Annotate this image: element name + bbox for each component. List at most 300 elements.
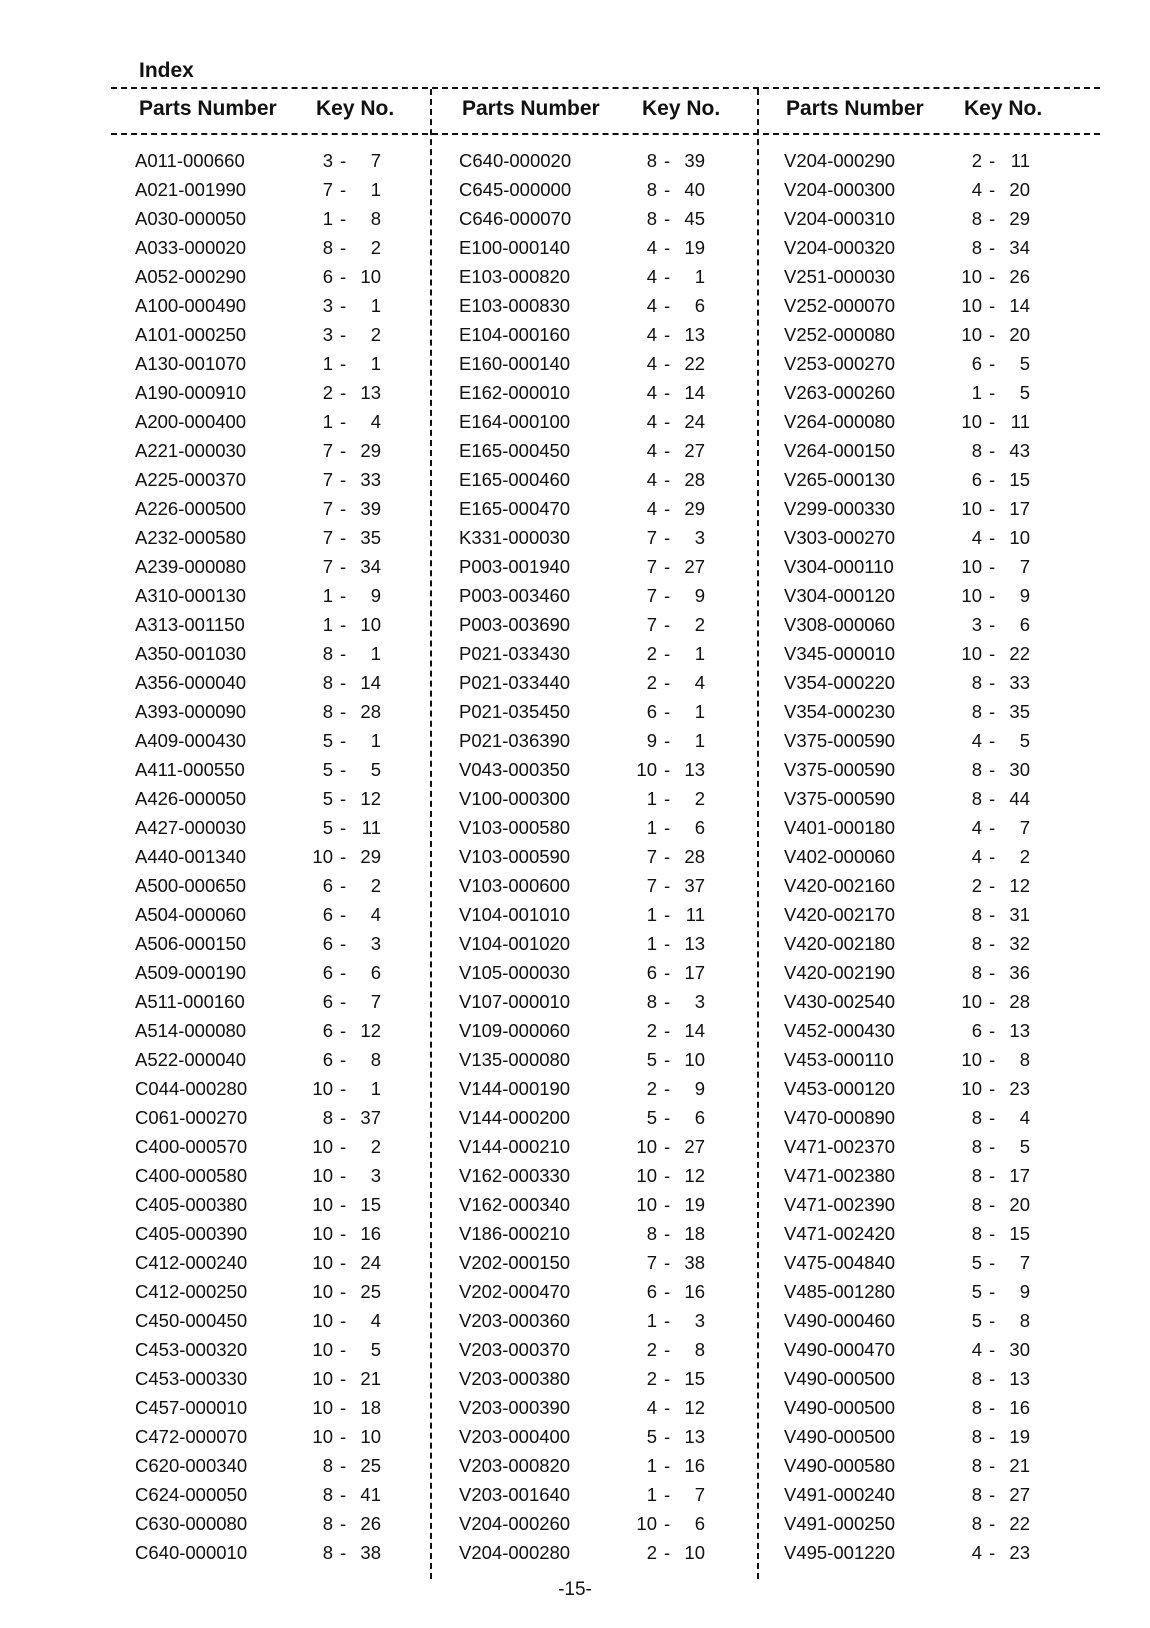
list-item	[459, 378, 759, 407]
key-separator: -	[340, 353, 347, 374]
page-number: -15-	[558, 1579, 592, 1600]
parts-number: C645-000000	[459, 179, 572, 200]
parts-number: C061-000270	[135, 1107, 248, 1128]
list-item	[459, 1219, 759, 1248]
key-item: 39	[360, 498, 381, 519]
key-separator: -	[989, 991, 996, 1012]
key-item: 12	[1009, 875, 1030, 896]
key-separator: -	[340, 991, 347, 1012]
key-separator: -	[340, 237, 347, 258]
key-no	[627, 842, 705, 871]
key-figure: 10	[636, 759, 657, 780]
key-no	[627, 1045, 705, 1074]
key-separator: -	[989, 1368, 996, 1389]
parts-number: P021-035450	[459, 701, 571, 722]
parts-number: E104-000160	[459, 324, 571, 345]
key-no	[627, 987, 705, 1016]
key-item: 12	[684, 1165, 705, 1186]
key-separator: -	[664, 1310, 671, 1331]
parts-number: C400-000570	[135, 1136, 248, 1157]
parts-number: V490-000500	[784, 1368, 896, 1389]
key-no	[952, 1190, 1030, 1219]
list-item	[459, 1248, 759, 1277]
key-separator: -	[989, 1049, 996, 1070]
key-separator: -	[664, 846, 671, 867]
list-item	[459, 1277, 759, 1306]
key-no	[627, 784, 705, 813]
key-no	[627, 552, 705, 581]
key-item: 25	[360, 1455, 381, 1476]
key-separator: -	[989, 1484, 996, 1505]
parts-number: V043-000350	[459, 759, 571, 780]
list-item	[135, 175, 435, 204]
key-no	[303, 1074, 381, 1103]
key-no	[627, 407, 705, 436]
key-item: 19	[684, 237, 705, 258]
parts-number: C630-000080	[135, 1513, 248, 1534]
key-separator: -	[340, 266, 347, 287]
parts-number: C640-000010	[135, 1542, 248, 1563]
key-figure: 6	[322, 933, 333, 954]
parts-number: V430-002540	[784, 991, 896, 1012]
key-figure: 7	[322, 498, 333, 519]
key-no	[303, 233, 381, 262]
key-no	[303, 1393, 381, 1422]
key-no	[303, 523, 381, 552]
list-item	[459, 668, 759, 697]
key-item: 37	[684, 875, 705, 896]
key-item: 1	[694, 730, 705, 751]
key-no	[303, 581, 381, 610]
key-no	[952, 784, 1030, 813]
parts-number: C624-000050	[135, 1484, 248, 1505]
key-separator: -	[664, 1397, 671, 1418]
key-item: 44	[1009, 788, 1030, 809]
key-separator: -	[989, 933, 996, 954]
key-separator: -	[664, 179, 671, 200]
key-separator: -	[340, 1078, 347, 1099]
parts-number: V204-000280	[459, 1542, 571, 1563]
key-no	[627, 1393, 705, 1422]
key-no	[952, 1364, 1030, 1393]
list-item	[459, 1422, 759, 1451]
list-item	[784, 1074, 1084, 1103]
key-separator: -	[340, 585, 347, 606]
key-item: 9	[1019, 585, 1030, 606]
parts-number: A440-001340	[135, 846, 247, 867]
key-figure: 6	[646, 1281, 657, 1302]
list-item	[784, 697, 1084, 726]
key-figure: 4	[971, 846, 982, 867]
key-figure: 10	[636, 1194, 657, 1215]
key-item: 18	[360, 1397, 381, 1418]
list-item	[459, 1451, 759, 1480]
key-separator: -	[340, 1281, 347, 1302]
key-figure: 6	[971, 1020, 982, 1041]
key-figure: 10	[312, 1281, 333, 1302]
parts-number: E103-000830	[459, 295, 571, 316]
parts-number: V490-000580	[784, 1455, 896, 1476]
key-no	[952, 697, 1030, 726]
key-item: 22	[1009, 1513, 1030, 1534]
parts-number: A011-000660	[135, 150, 245, 171]
parts-number: A310-000130	[135, 585, 247, 606]
key-item: 3	[694, 527, 705, 548]
key-item: 9	[694, 585, 705, 606]
key-separator: -	[989, 962, 996, 983]
key-separator: -	[664, 933, 671, 954]
parts-number: E164-000100	[459, 411, 571, 432]
key-no	[952, 1538, 1030, 1567]
key-figure: 4	[646, 498, 657, 519]
key-figure: 4	[646, 237, 657, 258]
key-no	[952, 581, 1030, 610]
key-item: 28	[684, 846, 705, 867]
parts-number: V109-000060	[459, 1020, 571, 1041]
key-separator: -	[989, 614, 996, 635]
key-separator: -	[989, 1223, 996, 1244]
key-item: 6	[694, 1107, 705, 1128]
key-figure: 8	[646, 208, 657, 229]
key-no	[303, 697, 381, 726]
key-figure: 8	[646, 991, 657, 1012]
key-figure: 2	[646, 1368, 657, 1389]
key-item: 5	[1019, 1136, 1030, 1157]
list-item	[459, 465, 759, 494]
parts-number: V202-000470	[459, 1281, 571, 1302]
parts-number: E103-000820	[459, 266, 571, 287]
key-no	[952, 813, 1030, 842]
key-item: 5	[1019, 382, 1030, 403]
key-separator: -	[664, 1078, 671, 1099]
parts-number: V203-000360	[459, 1310, 571, 1331]
key-item: 16	[360, 1223, 381, 1244]
list-item	[784, 1393, 1084, 1422]
key-figure: 10	[312, 1339, 333, 1360]
key-item: 9	[370, 585, 381, 606]
key-no	[303, 378, 381, 407]
key-item: 2	[694, 614, 705, 635]
key-figure: 8	[971, 904, 982, 925]
list-item	[459, 639, 759, 668]
key-item: 25	[360, 1281, 381, 1302]
key-no-header: Key No.	[964, 97, 1043, 120]
key-figure: 4	[646, 353, 657, 374]
key-separator: -	[664, 1542, 671, 1563]
key-separator: -	[989, 1252, 996, 1273]
list-item	[784, 465, 1084, 494]
key-separator: -	[989, 672, 996, 693]
key-separator: -	[664, 1484, 671, 1505]
key-item: 3	[694, 1310, 705, 1331]
key-separator: -	[664, 295, 671, 316]
parts-number: A030-000050	[135, 208, 247, 229]
list-item	[459, 929, 759, 958]
key-no	[627, 262, 705, 291]
key-item: 10	[1009, 527, 1030, 548]
key-separator: -	[340, 1513, 347, 1534]
key-separator: -	[340, 1223, 347, 1244]
list-item	[784, 755, 1084, 784]
list-item	[135, 1538, 435, 1567]
key-item: 16	[684, 1455, 705, 1476]
key-no	[627, 1335, 705, 1364]
key-separator: -	[340, 875, 347, 896]
key-item: 29	[1009, 208, 1030, 229]
key-figure: 5	[322, 788, 333, 809]
parts-number: V375-000590	[784, 730, 896, 751]
key-figure: 6	[322, 991, 333, 1012]
key-no	[952, 1335, 1030, 1364]
parts-number: V202-000150	[459, 1252, 571, 1273]
parts-number: V203-000380	[459, 1368, 571, 1389]
key-separator: -	[664, 991, 671, 1012]
list-item	[135, 755, 435, 784]
key-figure: 8	[322, 643, 333, 664]
key-separator: -	[664, 237, 671, 258]
key-item: 11	[1010, 411, 1030, 432]
key-figure: 1	[646, 904, 657, 925]
key-separator: -	[664, 585, 671, 606]
list-item	[135, 1016, 435, 1045]
parts-number: V264-000080	[784, 411, 896, 432]
key-item: 6	[694, 817, 705, 838]
key-figure: 10	[961, 266, 982, 287]
key-figure: 1	[322, 614, 333, 635]
key-item: 33	[360, 469, 381, 490]
parts-number: V402-000060	[784, 846, 896, 867]
key-separator: -	[989, 904, 996, 925]
key-figure: 7	[322, 527, 333, 548]
parts-number: V263-000260	[784, 382, 896, 403]
list-item	[459, 523, 759, 552]
list-item	[459, 320, 759, 349]
key-no	[303, 639, 381, 668]
key-item: 27	[684, 556, 705, 577]
parts-number: A239-000080	[135, 556, 247, 577]
key-item: 26	[360, 1513, 381, 1534]
list-item	[459, 958, 759, 987]
key-separator: -	[340, 556, 347, 577]
parts-number: P021-036390	[459, 730, 571, 751]
list-item	[135, 1161, 435, 1190]
key-figure: 2	[646, 1339, 657, 1360]
key-no	[952, 1103, 1030, 1132]
list-item	[784, 320, 1084, 349]
list-item	[784, 1480, 1084, 1509]
key-item: 1	[370, 353, 381, 374]
key-separator: -	[340, 1107, 347, 1128]
key-separator: -	[664, 1426, 671, 1447]
key-item: 24	[360, 1252, 381, 1273]
key-figure: 4	[646, 411, 657, 432]
list-item	[135, 813, 435, 842]
key-separator: -	[340, 962, 347, 983]
key-figure: 6	[646, 962, 657, 983]
parts-number: A130-001070	[135, 353, 247, 374]
index-column-1	[135, 146, 435, 1567]
parts-number: A514-000080	[135, 1020, 247, 1041]
key-figure: 5	[971, 1310, 982, 1331]
parts-number: P021-033440	[459, 672, 571, 693]
key-separator: -	[989, 1339, 996, 1360]
key-item: 4	[370, 1310, 381, 1331]
list-item	[784, 233, 1084, 262]
key-figure: 8	[322, 1455, 333, 1476]
parts-number: A101-000250	[135, 324, 247, 345]
key-separator: -	[664, 1223, 671, 1244]
key-no	[627, 1016, 705, 1045]
key-separator: -	[664, 498, 671, 519]
list-item	[459, 1016, 759, 1045]
list-item	[135, 233, 435, 262]
key-figure: 1	[646, 933, 657, 954]
key-separator: -	[340, 643, 347, 664]
key-no	[303, 1538, 381, 1567]
key-item: 6	[1019, 614, 1030, 635]
key-figure: 10	[961, 585, 982, 606]
key-no	[952, 639, 1030, 668]
key-item: 10	[684, 1542, 705, 1563]
list-item	[459, 146, 759, 175]
key-separator: -	[664, 1107, 671, 1128]
key-item: 30	[1009, 759, 1030, 780]
key-figure: 8	[322, 1513, 333, 1534]
list-item	[459, 407, 759, 436]
key-item: 13	[684, 324, 705, 345]
key-separator: -	[989, 150, 996, 171]
list-item	[459, 726, 759, 755]
header-top-rule	[111, 87, 1100, 89]
key-no	[303, 1509, 381, 1538]
list-item	[784, 1509, 1084, 1538]
key-figure: 2	[646, 672, 657, 693]
key-separator: -	[664, 440, 671, 461]
key-no	[627, 204, 705, 233]
key-separator: -	[340, 1484, 347, 1505]
key-separator: -	[989, 875, 996, 896]
key-figure: 10	[636, 1136, 657, 1157]
key-no-header: Key No.	[316, 97, 395, 120]
list-item	[135, 1190, 435, 1219]
list-item	[135, 1248, 435, 1277]
parts-number: V264-000150	[784, 440, 896, 461]
parts-number: E162-000010	[459, 382, 571, 403]
parts-number: V103-000600	[459, 875, 571, 896]
list-item	[459, 697, 759, 726]
key-no	[627, 755, 705, 784]
list-item	[135, 1045, 435, 1074]
key-figure: 6	[646, 701, 657, 722]
key-item: 17	[1009, 1165, 1030, 1186]
parts-number: C450-000450	[135, 1310, 248, 1331]
key-figure: 8	[971, 701, 982, 722]
list-item	[135, 465, 435, 494]
list-item	[135, 146, 435, 175]
list-item	[135, 1335, 435, 1364]
key-figure: 5	[322, 817, 333, 838]
list-item	[784, 262, 1084, 291]
list-item	[784, 929, 1084, 958]
parts-number: V471-002370	[784, 1136, 896, 1157]
list-item	[459, 871, 759, 900]
key-item: 35	[360, 527, 381, 548]
parts-number: A522-000040	[135, 1049, 247, 1070]
key-item: 14	[684, 382, 705, 403]
key-figure: 10	[312, 846, 333, 867]
parts-number: E165-000450	[459, 440, 571, 461]
key-figure: 6	[971, 353, 982, 374]
key-no	[303, 175, 381, 204]
parts-number: A021-001990	[135, 179, 247, 200]
parts-number: V308-000060	[784, 614, 896, 635]
key-separator: -	[989, 759, 996, 780]
parts-number: V299-000330	[784, 498, 896, 519]
parts-number: A506-000150	[135, 933, 247, 954]
key-no	[303, 1219, 381, 1248]
key-no	[627, 929, 705, 958]
key-item: 15	[1009, 1223, 1030, 1244]
list-item	[135, 407, 435, 436]
key-no	[303, 1248, 381, 1277]
key-separator: -	[340, 904, 347, 925]
key-no	[627, 378, 705, 407]
list-item	[459, 1538, 759, 1567]
list-item	[784, 523, 1084, 552]
key-no	[952, 407, 1030, 436]
parts-number: A350-001030	[135, 643, 247, 664]
key-item: 32	[1009, 933, 1030, 954]
key-figure: 4	[971, 1542, 982, 1563]
key-item: 33	[1009, 672, 1030, 693]
parts-number: V354-000230	[784, 701, 896, 722]
parts-number: V470-000890	[784, 1107, 896, 1128]
key-figure: 8	[971, 440, 982, 461]
key-figure: 10	[312, 1078, 333, 1099]
parts-number: V265-000130	[784, 469, 896, 490]
key-item: 13	[684, 759, 705, 780]
key-no	[627, 1132, 705, 1161]
key-item: 12	[360, 788, 381, 809]
key-separator: -	[989, 730, 996, 751]
key-item: 1	[370, 295, 381, 316]
key-separator: -	[989, 1426, 996, 1447]
key-item: 8	[1019, 1310, 1030, 1331]
list-item	[459, 813, 759, 842]
key-separator: -	[340, 1165, 347, 1186]
parts-number: A411-000550	[135, 759, 245, 780]
list-item	[784, 1248, 1084, 1277]
parts-number: V375-000590	[784, 759, 896, 780]
key-no	[627, 349, 705, 378]
key-separator: -	[664, 411, 671, 432]
key-no	[627, 1219, 705, 1248]
key-no	[627, 958, 705, 987]
key-separator: -	[664, 1281, 671, 1302]
list-item	[135, 1422, 435, 1451]
key-no	[627, 813, 705, 842]
list-item	[459, 291, 759, 320]
list-item	[784, 842, 1084, 871]
key-figure: 10	[312, 1397, 333, 1418]
parts-number-header: Parts Number	[786, 97, 924, 120]
key-separator: -	[989, 527, 996, 548]
list-item	[459, 1364, 759, 1393]
key-separator: -	[664, 150, 671, 171]
key-item: 40	[684, 179, 705, 200]
key-separator: -	[664, 382, 671, 403]
list-item	[459, 204, 759, 233]
